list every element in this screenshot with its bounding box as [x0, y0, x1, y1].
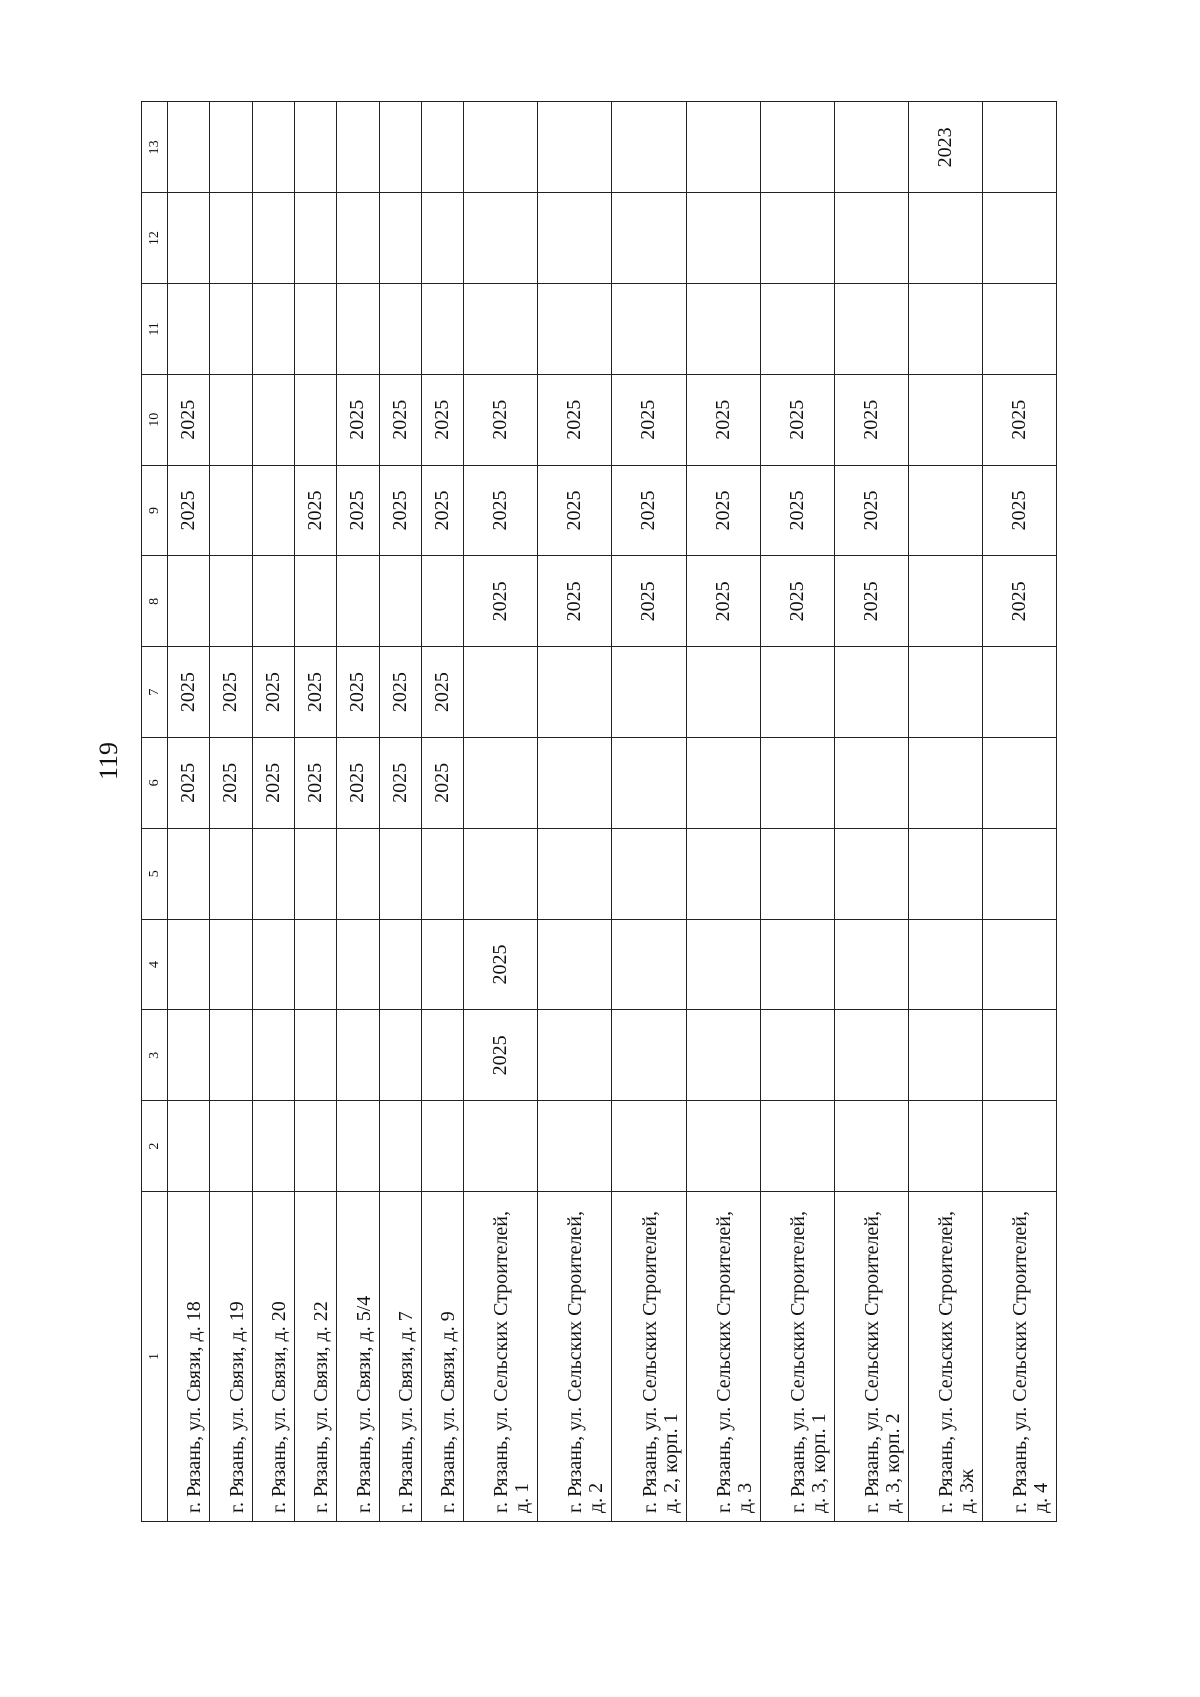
year-cell	[612, 919, 686, 1010]
column-header-10: 10	[142, 374, 168, 465]
year-cell	[982, 828, 1056, 919]
address-cell: г. Рязань, ул. Связи, д. 5/4	[337, 1192, 379, 1522]
header-row	[142, 102, 168, 1522]
table-row	[686, 102, 760, 1522]
year-cell	[252, 284, 294, 375]
year-cell	[538, 738, 612, 829]
year-cell	[210, 374, 252, 465]
year-cell: 2025	[464, 1010, 538, 1101]
year-cell: 2025	[379, 465, 421, 556]
address-cell: г. Рязань, ул. Связи, д. 20	[252, 1192, 294, 1522]
year-cell	[612, 647, 686, 738]
address-cell: г. Рязань, ул. Связи, д. 18	[168, 1192, 210, 1522]
year-cell	[252, 1010, 294, 1101]
year-cell	[464, 738, 538, 829]
column-header-6: 6	[142, 738, 168, 829]
table-row	[294, 102, 336, 1522]
table-row	[908, 102, 982, 1522]
year-cell	[421, 1101, 463, 1192]
year-cell	[760, 1010, 834, 1101]
column-header-13: 13	[142, 102, 168, 193]
year-cell	[760, 919, 834, 1010]
table-row	[834, 102, 908, 1522]
year-cell: 2025	[294, 647, 336, 738]
year-cell	[337, 102, 379, 193]
address-cell: г. Рязань, ул. Сельских Строителей, д. 3, корп. 1	[760, 1192, 834, 1522]
year-cell: 2025	[686, 465, 760, 556]
year-cell	[252, 465, 294, 556]
year-cell: 2025	[982, 465, 1056, 556]
year-cell	[686, 1101, 760, 1192]
address-cell: г. Рязань, ул. Сельских Строителей, д. 3, корп. 2	[834, 1192, 908, 1522]
year-cell	[421, 556, 463, 647]
year-cell	[379, 193, 421, 284]
year-cell: 2025	[982, 374, 1056, 465]
year-cell	[834, 919, 908, 1010]
year-cell	[612, 193, 686, 284]
address-cell: г. Рязань, ул. Сельских Строителей, д. 3	[686, 1192, 760, 1522]
year-cell	[210, 828, 252, 919]
year-cell	[908, 374, 982, 465]
year-cell	[538, 193, 612, 284]
year-cell	[421, 102, 463, 193]
year-cell	[686, 193, 760, 284]
year-cell: 2025	[168, 738, 210, 829]
year-cell	[612, 828, 686, 919]
year-cell	[337, 193, 379, 284]
year-cell	[834, 1010, 908, 1101]
year-cell	[294, 1010, 336, 1101]
year-cell	[294, 1101, 336, 1192]
year-cell	[379, 919, 421, 1010]
year-cell	[612, 102, 686, 193]
table-row	[168, 102, 210, 1522]
year-cell	[908, 828, 982, 919]
address-cell: г. Рязань, ул. Связи, д. 22	[294, 1192, 336, 1522]
year-cell	[908, 1010, 982, 1101]
year-cell: 2025	[421, 465, 463, 556]
column-header-1: 1	[142, 1192, 168, 1522]
year-cell: 2025	[464, 556, 538, 647]
table-row	[538, 102, 612, 1522]
year-cell	[210, 1101, 252, 1192]
year-cell	[379, 1101, 421, 1192]
schedule-table	[141, 101, 1057, 1522]
address-cell: г. Рязань, ул. Связи, д. 19	[210, 1192, 252, 1522]
year-cell	[294, 556, 336, 647]
year-cell	[834, 738, 908, 829]
column-header-8: 8	[142, 556, 168, 647]
year-cell: 2025	[686, 556, 760, 647]
year-cell: 2025	[760, 556, 834, 647]
address-cell: г. Рязань, ул. Сельских Строителей, д. 1	[464, 1192, 538, 1522]
year-cell	[760, 1101, 834, 1192]
year-cell	[834, 284, 908, 375]
year-cell: 2025	[538, 374, 612, 465]
year-cell: 2025	[210, 738, 252, 829]
year-cell	[834, 647, 908, 738]
year-cell	[210, 919, 252, 1010]
column-header-7: 7	[142, 647, 168, 738]
year-cell	[294, 828, 336, 919]
year-cell	[538, 919, 612, 1010]
year-cell: 2025	[337, 738, 379, 829]
year-cell	[168, 828, 210, 919]
year-cell: 2025	[612, 556, 686, 647]
year-cell: 2023	[908, 102, 982, 193]
year-cell: 2025	[834, 556, 908, 647]
year-cell: 2025	[464, 465, 538, 556]
year-cell	[464, 193, 538, 284]
address-cell: г. Рязань, ул. Связи, д. 7	[379, 1192, 421, 1522]
year-cell	[612, 1010, 686, 1101]
year-cell	[294, 374, 336, 465]
year-cell	[337, 919, 379, 1010]
year-cell	[379, 556, 421, 647]
year-cell	[421, 193, 463, 284]
year-cell	[337, 1010, 379, 1101]
year-cell	[168, 556, 210, 647]
column-header-9: 9	[142, 465, 168, 556]
year-cell	[464, 647, 538, 738]
year-cell	[760, 828, 834, 919]
column-header-5: 5	[142, 828, 168, 919]
year-cell	[168, 1101, 210, 1192]
year-cell	[982, 738, 1056, 829]
year-cell	[464, 284, 538, 375]
year-cell	[252, 374, 294, 465]
year-cell: 2025	[210, 647, 252, 738]
year-cell	[421, 1010, 463, 1101]
year-cell	[538, 284, 612, 375]
year-cell: 2025	[168, 465, 210, 556]
year-cell: 2025	[379, 374, 421, 465]
year-cell: 2025	[379, 647, 421, 738]
rotated-table-wrapper	[141, 102, 1057, 1522]
page-number: 119	[94, 741, 123, 780]
year-cell	[210, 1010, 252, 1101]
year-cell: 2025	[168, 374, 210, 465]
year-cell	[686, 284, 760, 375]
year-cell	[379, 102, 421, 193]
year-cell: 2025	[834, 465, 908, 556]
table-row	[210, 102, 252, 1522]
year-cell: 2025	[686, 374, 760, 465]
year-cell	[538, 102, 612, 193]
year-cell	[168, 193, 210, 284]
year-cell	[337, 1101, 379, 1192]
year-cell	[168, 1010, 210, 1101]
year-cell	[686, 919, 760, 1010]
address-cell: г. Рязань, ул. Сельских Строителей, д. 3ж	[908, 1192, 982, 1522]
column-header-4: 4	[142, 919, 168, 1010]
column-header-2: 2	[142, 1101, 168, 1192]
year-cell	[760, 738, 834, 829]
year-cell: 2025	[538, 556, 612, 647]
year-cell: 2025	[760, 374, 834, 465]
year-cell	[982, 102, 1056, 193]
year-cell	[686, 1010, 760, 1101]
year-cell	[294, 193, 336, 284]
address-cell: г. Рязань, ул. Связи, д. 9	[421, 1192, 463, 1522]
year-cell	[379, 828, 421, 919]
year-cell	[337, 828, 379, 919]
year-cell	[168, 284, 210, 375]
year-cell	[834, 193, 908, 284]
year-cell: 2025	[464, 919, 538, 1010]
year-cell	[294, 284, 336, 375]
year-cell	[982, 647, 1056, 738]
year-cell	[834, 102, 908, 193]
year-cell	[834, 1101, 908, 1192]
year-cell	[538, 1010, 612, 1101]
year-cell	[538, 647, 612, 738]
year-cell	[982, 1010, 1056, 1101]
year-cell	[294, 102, 336, 193]
table-row	[379, 102, 421, 1522]
year-cell: 2025	[612, 465, 686, 556]
year-cell: 2025	[982, 556, 1056, 647]
year-cell	[538, 828, 612, 919]
table-body	[168, 102, 1057, 1522]
year-cell	[464, 828, 538, 919]
year-cell	[337, 284, 379, 375]
year-cell	[252, 556, 294, 647]
year-cell	[210, 102, 252, 193]
year-cell: 2025	[421, 738, 463, 829]
year-cell	[252, 828, 294, 919]
year-cell	[168, 102, 210, 193]
year-cell: 2025	[464, 374, 538, 465]
year-cell	[612, 284, 686, 375]
year-cell	[686, 647, 760, 738]
year-cell	[421, 284, 463, 375]
table-row	[464, 102, 538, 1522]
year-cell	[908, 465, 982, 556]
year-cell	[908, 284, 982, 375]
year-cell: 2025	[337, 465, 379, 556]
year-cell	[379, 284, 421, 375]
year-cell	[686, 738, 760, 829]
year-cell	[686, 828, 760, 919]
year-cell: 2025	[252, 738, 294, 829]
year-cell	[760, 102, 834, 193]
year-cell: 2025	[834, 374, 908, 465]
table-row	[982, 102, 1056, 1522]
year-cell	[252, 919, 294, 1010]
address-cell: г. Рязань, ул. Сельских Строителей, д. 4	[982, 1192, 1056, 1522]
year-cell: 2025	[421, 647, 463, 738]
year-cell: 2025	[612, 374, 686, 465]
year-cell	[908, 193, 982, 284]
year-cell	[337, 556, 379, 647]
year-cell	[612, 738, 686, 829]
year-cell	[760, 193, 834, 284]
year-cell	[760, 647, 834, 738]
year-cell	[210, 284, 252, 375]
year-cell	[464, 1101, 538, 1192]
year-cell	[908, 556, 982, 647]
year-cell	[210, 556, 252, 647]
year-cell	[252, 102, 294, 193]
column-header-12: 12	[142, 193, 168, 284]
year-cell	[252, 1101, 294, 1192]
year-cell: 2025	[337, 374, 379, 465]
year-cell	[294, 919, 336, 1010]
table-row	[252, 102, 294, 1522]
year-cell	[908, 738, 982, 829]
year-cell	[982, 193, 1056, 284]
year-cell: 2025	[294, 738, 336, 829]
address-cell: г. Рязань, ул. Сельских Строителей, д. 2, корп. 1	[612, 1192, 686, 1522]
table-row	[612, 102, 686, 1522]
year-cell: 2025	[252, 647, 294, 738]
year-cell: 2025	[760, 465, 834, 556]
year-cell	[834, 828, 908, 919]
year-cell	[210, 193, 252, 284]
year-cell	[982, 1101, 1056, 1192]
year-cell	[464, 102, 538, 193]
year-cell	[908, 1101, 982, 1192]
year-cell: 2025	[379, 738, 421, 829]
year-cell	[760, 284, 834, 375]
year-cell: 2025	[337, 647, 379, 738]
table-row	[760, 102, 834, 1522]
year-cell	[379, 1010, 421, 1101]
year-cell	[421, 828, 463, 919]
year-cell	[538, 1101, 612, 1192]
column-header-3: 3	[142, 1010, 168, 1101]
year-cell	[982, 284, 1056, 375]
address-cell: г. Рязань, ул. Сельских Строителей, д. 2	[538, 1192, 612, 1522]
year-cell: 2025	[168, 647, 210, 738]
year-cell	[210, 465, 252, 556]
year-cell: 2025	[421, 374, 463, 465]
table-row	[337, 102, 379, 1522]
table-row	[421, 102, 463, 1522]
year-cell	[982, 919, 1056, 1010]
year-cell: 2025	[294, 465, 336, 556]
year-cell	[686, 102, 760, 193]
column-header-11: 11	[142, 284, 168, 375]
year-cell	[908, 919, 982, 1010]
year-cell	[168, 919, 210, 1010]
year-cell	[908, 647, 982, 738]
year-cell	[612, 1101, 686, 1192]
year-cell	[252, 193, 294, 284]
year-cell	[421, 919, 463, 1010]
year-cell: 2025	[538, 465, 612, 556]
